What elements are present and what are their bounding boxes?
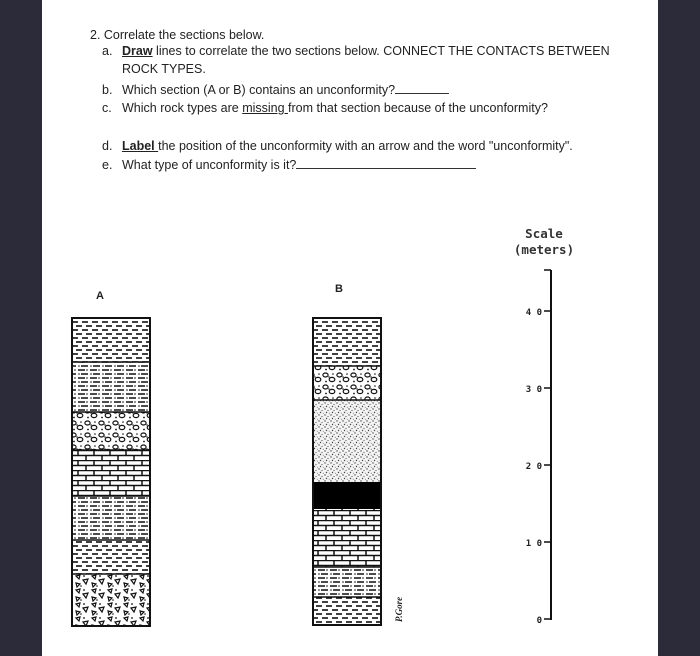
section-a-label: A [96,290,104,302]
layer-a-siltstone [72,362,150,412]
author-signature: P.Gore [394,596,404,622]
layer-b-shale-top [313,318,381,366]
item-keyword: Label [122,139,159,153]
layer-a-conglomerate [72,412,150,450]
layer-a-shale-top [72,318,150,362]
item-letter: b. [102,83,113,97]
layer-b-conglomerate [313,366,381,400]
layer-b-coal [313,482,381,509]
scale-tick-label: 3 0 [525,385,542,395]
scale-tick-label: 1 0 [525,539,542,549]
item-letter: d. [102,139,113,153]
layer-a-breccia [72,574,150,626]
section-a-column [72,318,150,626]
item-text: lines to correlate the two sections below. CONNECT THE CONTACTS BETWEEN [152,44,610,58]
scale-tick-label: 0 [536,616,542,626]
layer-b-limestone [313,509,381,567]
question-title: 2. Correlate the sections below. [90,28,265,42]
scale-tick [526,539,551,549]
stratigraphic-columns-figure [42,0,658,656]
layer-a-shale-lower [72,540,150,574]
scale-title-line2: (meters) [513,242,575,257]
item-letter: a. [102,44,113,58]
section-b-label: B [335,283,343,295]
scale-tick [526,385,551,395]
scale-tick [537,616,551,626]
layer-b-sandstone [313,400,381,482]
scale-tick-label: 4 0 [525,308,542,318]
layer-b-siltstone [313,567,381,597]
item-keyword: Draw [122,44,153,58]
layer-a-limestone [72,450,150,496]
item-letter: e. [102,158,113,172]
question-item-a-continued: ROCK TYPES. [122,62,206,76]
scale-tick [526,462,551,472]
scale-tick-label: 2 0 [525,462,542,472]
item-text: the position of the unconformity with an arrow and the word "unconformity". [158,139,573,153]
worksheet-page [42,0,658,656]
layer-a-siltstone-lower [72,496,150,540]
item-letter: c. [102,101,112,115]
item-text: What type of unconformity is it? [122,158,297,172]
scale-bar [526,270,551,626]
scale-title-line1: Scale [525,226,563,241]
section-b-column [313,318,381,625]
item-text: Which rock types are [122,101,243,115]
scale-tick [526,308,551,318]
item-keyword: missing [242,101,289,115]
layer-b-shale-bottom [313,597,381,625]
item-text: from that section because of the unconformity? [288,101,548,115]
item-text: Which section (A or B) contains an unconformity? [122,83,396,97]
